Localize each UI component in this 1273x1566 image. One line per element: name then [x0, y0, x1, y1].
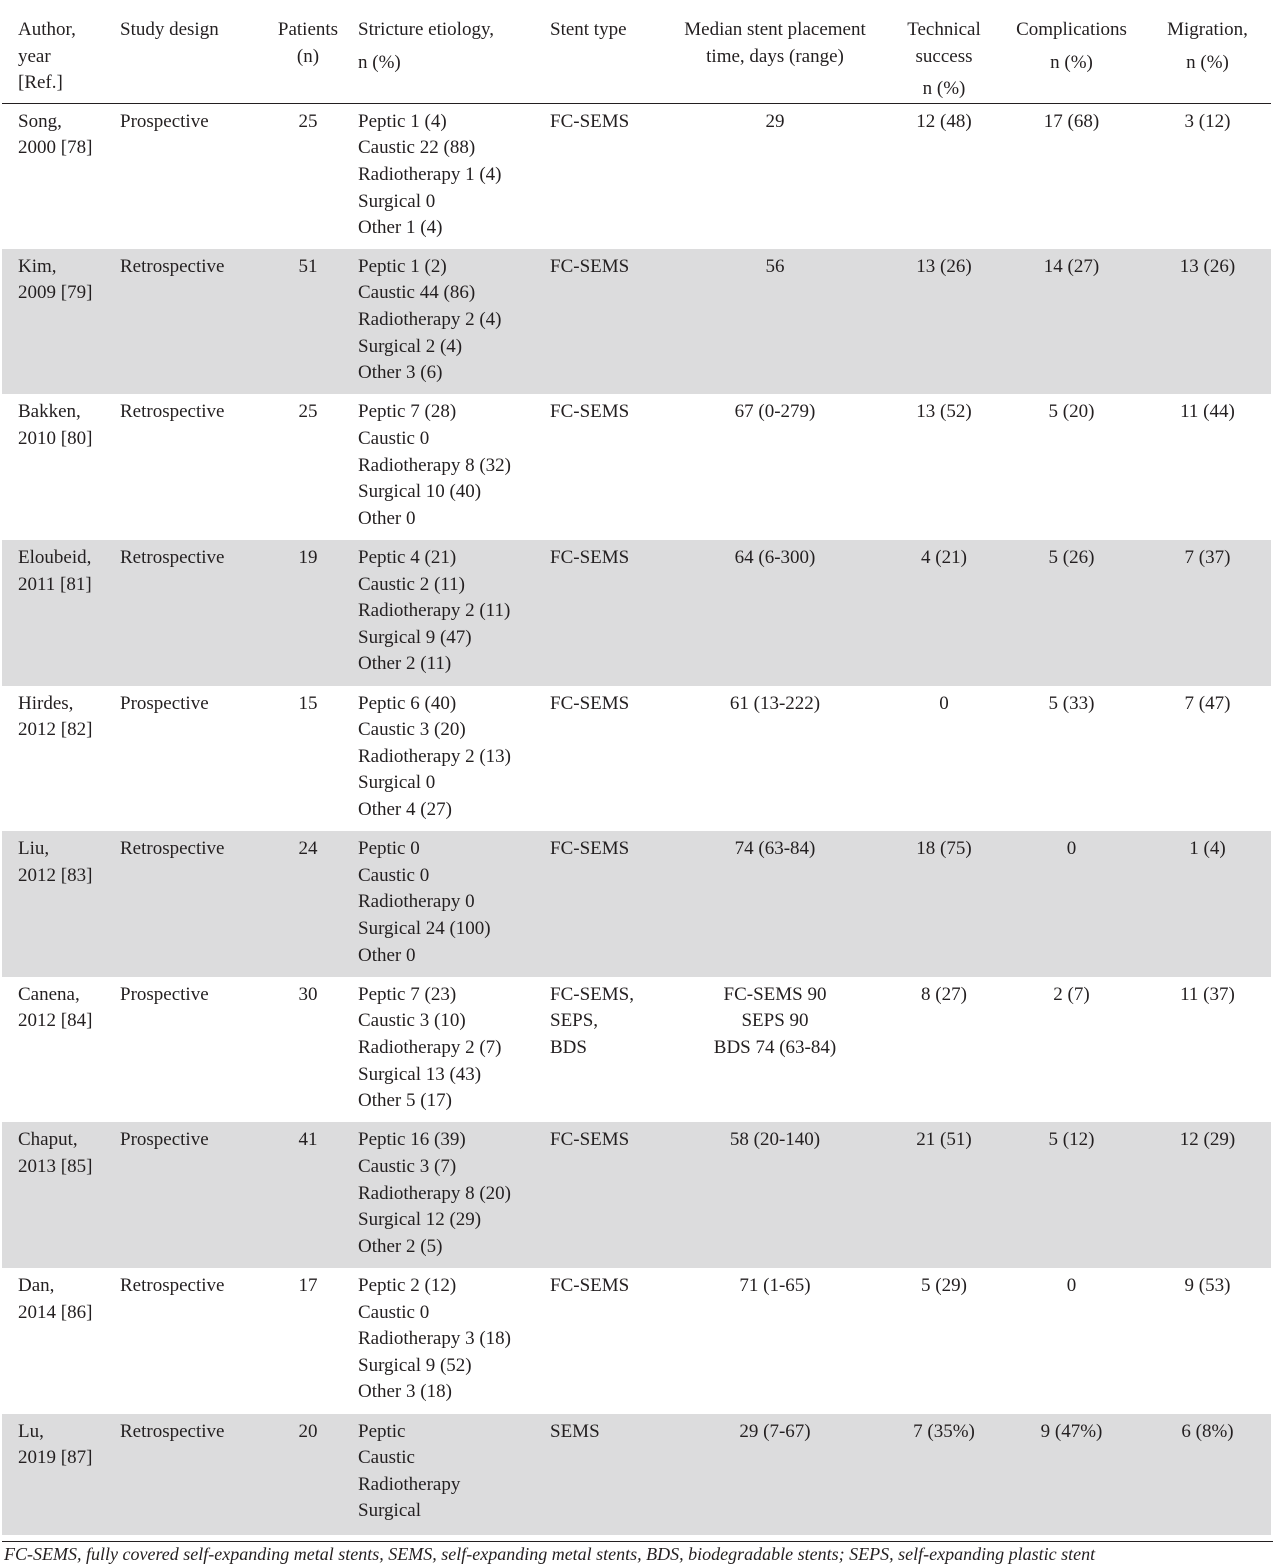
etiology-cell-line: Other 0 — [358, 944, 416, 966]
patients-cell: 25 — [298, 401, 318, 423]
author-cell-line: Song, — [18, 110, 62, 132]
migration-cell: 9 (53) — [1184, 1275, 1231, 1297]
median-time-cell — [661, 1268, 889, 1414]
study-design-cell: Retrospective — [116, 249, 262, 395]
technical-success-cell: 13 (52) — [916, 401, 972, 423]
etiology-cell-line: Peptic 0 — [358, 838, 420, 860]
author-cell-line: 2019 [87] — [18, 1447, 93, 1469]
author-cell-line: Hirdes, — [18, 692, 74, 714]
stent-type-cell-line: FC-SEMS — [550, 110, 630, 132]
etiology-cell-line: Radiotherapy — [358, 1473, 461, 1495]
etiology-cell — [354, 540, 546, 686]
study-design-cell: Prospective — [120, 110, 209, 132]
etiology-cell-line: Other 1 (4) — [358, 217, 443, 239]
median-time-cell-line: 74 (63-84) — [734, 838, 816, 860]
etiology-cell-line: Peptic 6 (40) — [358, 692, 457, 714]
etiology-cell-line: Other 3 (18) — [358, 1381, 452, 1403]
median-time-cell-line: 64 (6-300) — [734, 547, 816, 569]
etiology-cell-line: Radiotherapy 2 (11) — [358, 600, 511, 622]
etiology-cell-line: Other 2 (5) — [358, 1235, 443, 1257]
technical-success-cell: 12 (48) — [916, 110, 972, 132]
etiology-cell — [354, 686, 546, 832]
author-cell-line: 2012 [84] — [18, 1010, 93, 1032]
stent-type-cell — [546, 686, 661, 832]
etiology-cell-line: Radiotherapy 8 (32) — [358, 454, 512, 476]
study-design-cell: Retrospective — [120, 1275, 225, 1297]
author-cell — [2, 1122, 116, 1268]
migration-cell: 7 (37) — [1144, 540, 1271, 686]
median-time-cell — [661, 103, 889, 249]
author-cell — [2, 394, 116, 540]
patients-cell: 17 — [298, 1275, 318, 1297]
patients-cell: 24 — [262, 831, 354, 977]
median-time-cell-line: 29 — [765, 110, 785, 132]
median-time-cell — [661, 977, 889, 1123]
author-cell-line: Kim, — [18, 255, 57, 277]
stent-type-cell — [546, 1414, 661, 1535]
stent-type-cell-line: FC-SEMS — [550, 838, 630, 860]
author-cell-line: 2000 [78] — [18, 137, 93, 159]
etiology-cell-line: Caustic — [358, 1447, 415, 1469]
stent-studies-table — [2, 0, 1271, 1535]
header-line: Median stent placement — [684, 19, 866, 40]
etiology-cell-line: Caustic 22 (88) — [358, 137, 476, 159]
study-design-cell: Prospective — [120, 983, 209, 1005]
complications-cell: 5 (26) — [999, 540, 1144, 686]
stent-type-cell-line: FC-SEMS — [550, 1129, 630, 1151]
stent-type-cell-line: FC-SEMS — [550, 255, 630, 277]
table-row — [2, 686, 1271, 832]
header-line: Migration, — [1167, 19, 1248, 40]
complications-cell: 5 (12) — [999, 1122, 1144, 1268]
median-time-cell-line: 29 (7-67) — [739, 1420, 811, 1442]
median-time-cell — [661, 394, 889, 540]
stent-type-cell — [546, 540, 661, 686]
etiology-cell-line: Surgical 0 — [358, 772, 436, 794]
etiology-cell-line: Surgical — [358, 1500, 421, 1522]
etiology-cell-line: Caustic 3 (20) — [358, 719, 466, 741]
author-cell-line: 2013 [85] — [18, 1156, 93, 1178]
author-cell — [2, 1268, 116, 1414]
complications-header — [999, 0, 1144, 103]
median-time-cell-line: 67 (0-279) — [734, 401, 816, 423]
study-design-cell: Retrospective — [120, 401, 225, 423]
author-cell-line: Dan, — [18, 1275, 55, 1297]
stent-type-cell — [546, 103, 661, 249]
etiology-cell-line: Surgical 13 (43) — [358, 1063, 482, 1085]
etiology-cell-line: Peptic 1 (4) — [358, 110, 447, 132]
stent-type-cell — [546, 831, 661, 977]
header-line: (n) — [296, 45, 320, 67]
etiology-cell-line: Surgical 10 (40) — [358, 481, 482, 503]
table-row — [2, 103, 1271, 249]
author-cell-line: Bakken, — [18, 401, 81, 423]
median-time-header — [661, 0, 889, 103]
etiology-cell-line: Radiotherapy 0 — [358, 891, 475, 913]
etiology-cell-line: Surgical 2 (4) — [358, 335, 463, 357]
median-time-cell — [661, 249, 889, 395]
technical-success-cell: 21 (51) — [889, 1122, 999, 1268]
etiology-cell-line: Radiotherapy 2 (4) — [358, 309, 502, 331]
table-body — [2, 103, 1271, 1534]
etiology-cell-line: Caustic 3 (10) — [358, 1010, 466, 1032]
author-cell-line: Lu, — [18, 1420, 44, 1442]
etiology-cell-line: Other 3 (6) — [358, 362, 443, 384]
author-cell — [2, 249, 116, 395]
complications-cell: 17 (68) — [1043, 110, 1100, 132]
table-row — [2, 977, 1271, 1123]
etiology-cell-line: Caustic 2 (11) — [358, 573, 465, 595]
study-design-cell: Prospective — [120, 692, 209, 714]
etiology-cell-line: Surgical 24 (100) — [358, 918, 491, 940]
patients-cell: 30 — [298, 983, 318, 1005]
median-time-cell — [661, 540, 889, 686]
etiology-cell-line: Other 0 — [358, 507, 416, 529]
author-cell-line: Chaput, — [18, 1129, 78, 1151]
etiology-cell-line: Caustic 0 — [358, 864, 430, 886]
technical-success-cell: 13 (26) — [889, 249, 999, 395]
table-row — [2, 394, 1271, 540]
etiology-cell — [354, 394, 546, 540]
author-cell — [2, 686, 116, 832]
etiology-cell-line: Caustic 0 — [358, 1301, 430, 1323]
etiology-cell-line: Surgical 9 (47) — [358, 626, 472, 648]
complications-cell: 9 (47%) — [999, 1414, 1144, 1535]
stent-type-cell-line: FC-SEMS — [550, 692, 630, 714]
etiology-cell-line: Other 4 (27) — [358, 799, 452, 821]
etiology-cell — [354, 1414, 546, 1535]
technical-success-cell: 5 (29) — [921, 1275, 967, 1297]
etiology-cell-line: Other 5 (17) — [358, 1090, 452, 1112]
study-design-cell: Retrospective — [116, 831, 262, 977]
complications-cell: 2 (7) — [1053, 983, 1090, 1005]
header-line: Technical — [907, 19, 981, 40]
etiology-cell — [354, 1268, 546, 1414]
median-time-cell-line: 58 (20-140) — [729, 1129, 821, 1151]
author-cell-line: 2012 [83] — [18, 864, 93, 886]
technical-success-cell: 7 (35%) — [889, 1414, 999, 1535]
author-cell-line: Liu, — [18, 838, 50, 860]
header-line: year — [18, 45, 51, 67]
patients-cell: 19 — [262, 540, 354, 686]
etiology-cell-line: Other 2 (11) — [358, 653, 452, 675]
author-cell — [2, 831, 116, 977]
etiology-cell-line: Surgical 0 — [358, 190, 436, 212]
author-cell-line: 2009 [79] — [18, 282, 93, 304]
etiology-cell-line: Radiotherapy 2 (13) — [358, 745, 512, 767]
table-footnote: FC-SEMS, fully covered self-expanding metal stents, SEMS, self-expanding metal stents, BDS, biodegradable stents; SEPS, self-expanding plastic stent — [2, 1541, 1273, 1566]
stent-type-cell — [546, 394, 661, 540]
table-row — [2, 540, 1271, 686]
study-design-cell: Retrospective — [116, 540, 262, 686]
author-cell-line: 2012 [82] — [18, 719, 93, 741]
median-time-cell — [661, 686, 889, 832]
etiology-cell — [354, 831, 546, 977]
complications-cell: 5 (20) — [1048, 401, 1095, 423]
complications-cell: 5 (33) — [1048, 692, 1095, 714]
etiology-cell-line: Surgical 9 (52) — [358, 1354, 472, 1376]
author-cell — [2, 103, 116, 249]
stent-type-cell-line: FC-SEMS — [550, 1275, 630, 1297]
etiology-cell — [354, 977, 546, 1123]
header-line: [Ref.] — [18, 72, 63, 94]
median-time-cell-line: BDS 74 (63-84) — [713, 1037, 837, 1059]
patients-cell: 20 — [262, 1414, 354, 1535]
stent-type-cell — [546, 977, 661, 1123]
stricture-etiology-header — [354, 0, 546, 103]
table-row — [2, 1122, 1271, 1268]
patients-header — [262, 0, 354, 103]
migration-cell: 1 (4) — [1144, 831, 1271, 977]
migration-cell: 12 (29) — [1144, 1122, 1271, 1268]
complications-cell: 14 (27) — [999, 249, 1144, 395]
etiology-cell-line: Peptic 4 (21) — [358, 547, 457, 569]
header-line: time, days (range) — [706, 45, 844, 67]
migration-cell: 13 (26) — [1144, 249, 1271, 395]
stent-type-cell — [546, 249, 661, 395]
patients-cell: 15 — [298, 692, 318, 714]
stent-type-header — [546, 0, 661, 103]
header-line: Study design — [120, 19, 219, 40]
technical-success-cell: 18 (75) — [889, 831, 999, 977]
etiology-cell-line: Radiotherapy 1 (4) — [358, 163, 502, 185]
median-time-cell — [661, 831, 889, 977]
patients-cell: 25 — [298, 110, 318, 132]
etiology-cell-line: Radiotherapy 3 (18) — [358, 1328, 512, 1350]
etiology-cell-line: Radiotherapy 8 (20) — [358, 1182, 512, 1204]
migration-cell: 7 (47) — [1184, 692, 1231, 714]
etiology-cell-line: Peptic 7 (23) — [358, 983, 457, 1005]
header-line: n (%) — [1186, 51, 1229, 73]
median-time-cell-line: 71 (1-65) — [739, 1275, 811, 1297]
migration-header — [1144, 0, 1271, 103]
author-cell-line: 2010 [80] — [18, 428, 93, 450]
study-design-header — [116, 0, 262, 103]
table-row — [2, 1268, 1271, 1414]
median-time-cell-line: SEPS 90 — [741, 1010, 809, 1032]
author-year-header — [2, 0, 116, 103]
etiology-cell-line: Peptic 7 (28) — [358, 401, 457, 423]
header-line: Stricture etiology, — [358, 19, 494, 40]
etiology-cell — [354, 103, 546, 249]
table-row — [2, 1414, 1271, 1535]
author-cell-line: Canena, — [18, 983, 80, 1005]
author-cell — [2, 540, 116, 686]
header-row — [2, 0, 1271, 103]
etiology-cell-line: Peptic 16 (39) — [358, 1129, 466, 1151]
technical-success-header — [889, 0, 999, 103]
etiology-cell-line: Peptic 2 (12) — [358, 1275, 457, 1297]
stent-type-cell-line: FC-SEMS, — [550, 983, 634, 1005]
migration-cell: 3 (12) — [1184, 110, 1231, 132]
header-line: Patients — [277, 19, 339, 40]
migration-cell: 11 (37) — [1180, 983, 1235, 1005]
header-line: Stent type — [550, 19, 627, 40]
median-time-cell-line: 56 — [765, 255, 785, 277]
stent-type-cell-line: SEMS — [550, 1420, 600, 1442]
header-line: Complications — [1016, 19, 1127, 40]
median-time-cell — [661, 1122, 889, 1268]
header-line: n (%) — [358, 51, 401, 73]
median-time-cell — [661, 1414, 889, 1535]
header-line: n (%) — [922, 78, 966, 100]
stent-type-cell — [546, 1268, 661, 1414]
etiology-cell — [354, 249, 546, 395]
etiology-cell-line: Caustic 3 (7) — [358, 1156, 457, 1178]
stent-type-cell-line: FC-SEMS — [550, 547, 630, 569]
etiology-cell-line: Peptic 1 (2) — [358, 255, 447, 277]
technical-success-cell: 8 (27) — [921, 983, 967, 1005]
etiology-cell-line: Surgical 12 (29) — [358, 1209, 482, 1231]
technical-success-cell: 4 (21) — [889, 540, 999, 686]
technical-success-cell: 0 — [939, 692, 949, 714]
complications-cell: 0 — [999, 831, 1144, 977]
author-cell-line: Eloubeid, — [18, 547, 92, 569]
stent-type-cell — [546, 1122, 661, 1268]
etiology-cell-line: Caustic 0 — [358, 428, 430, 450]
stent-type-cell-line: BDS — [550, 1037, 587, 1059]
median-time-cell-line: 61 (13-222) — [729, 692, 821, 714]
patients-cell: 41 — [262, 1122, 354, 1268]
header-line: Author, — [18, 19, 76, 40]
etiology-cell — [354, 1122, 546, 1268]
author-cell-line: 2011 [81] — [18, 573, 92, 595]
author-cell — [2, 1414, 116, 1535]
etiology-cell-line: Caustic 44 (86) — [358, 282, 476, 304]
patients-cell: 51 — [262, 249, 354, 395]
stent-type-cell-line: SEPS, — [550, 1010, 599, 1032]
table-row — [2, 249, 1271, 395]
study-design-cell: Prospective — [116, 1122, 262, 1268]
study-design-cell: Retrospective — [116, 1414, 262, 1535]
header-line: success — [915, 45, 973, 67]
author-cell — [2, 977, 116, 1123]
complications-cell: 0 — [1066, 1275, 1077, 1297]
etiology-cell-line: Radiotherapy 2 (7) — [358, 1037, 502, 1059]
median-time-cell-line: FC-SEMS 90 — [723, 983, 827, 1005]
etiology-cell-line: Peptic — [358, 1420, 406, 1442]
table-row — [2, 831, 1271, 977]
migration-cell: 6 (8%) — [1144, 1414, 1271, 1535]
migration-cell: 11 (44) — [1180, 401, 1235, 423]
header-line: n (%) — [1050, 51, 1093, 73]
stent-type-cell-line: FC-SEMS — [550, 401, 630, 423]
author-cell-line: 2014 [86] — [18, 1301, 93, 1323]
table-header — [2, 0, 1271, 103]
